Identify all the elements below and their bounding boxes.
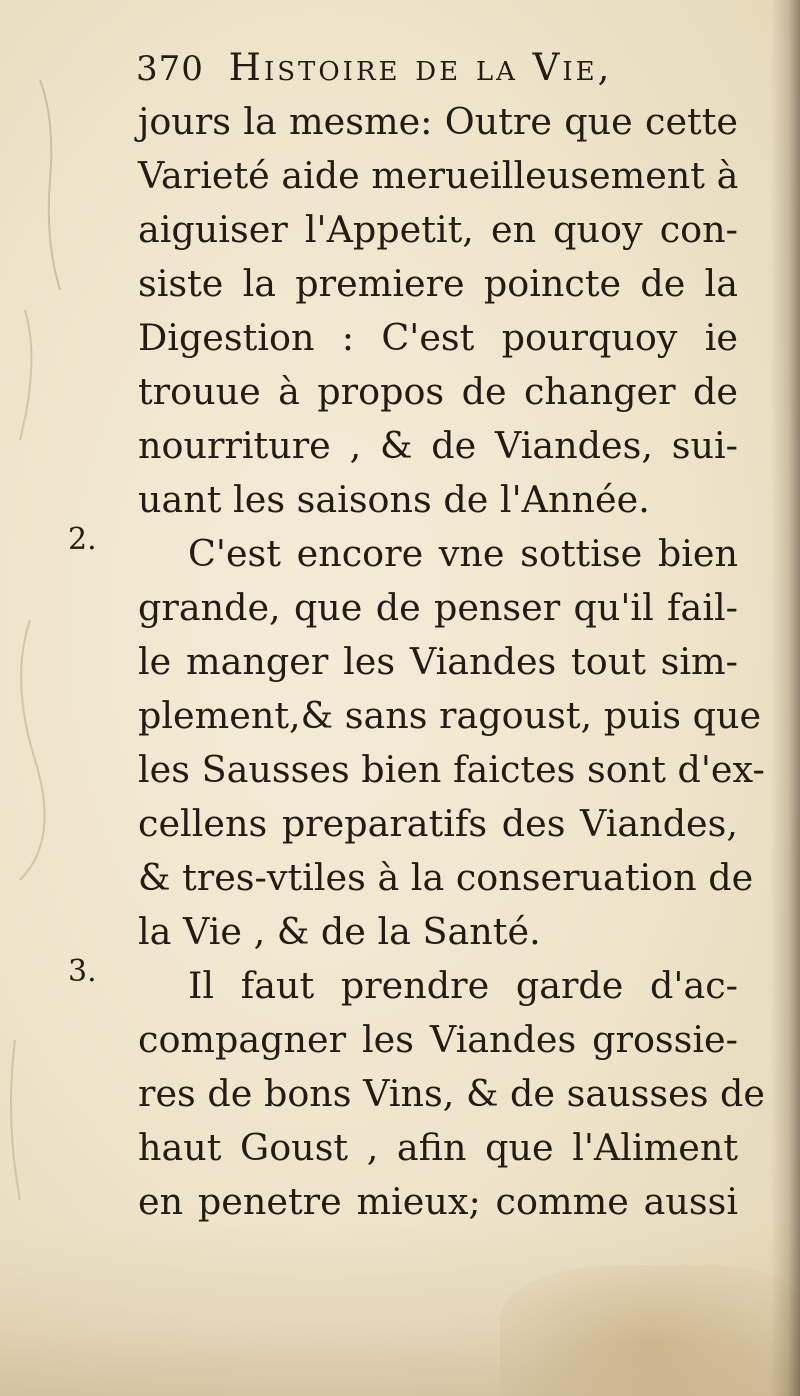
text-line: res de bons Vins, & de sausses de [138, 1072, 765, 1115]
text-line: aiguiser l'Appetit, en quoy con- [138, 208, 738, 251]
page-number: 370 [136, 49, 204, 89]
margin-number-3: 3. [68, 954, 97, 989]
text-line: cellens preparatifs des Viandes, [138, 802, 738, 845]
bleed-through-strokes [0, 60, 80, 1280]
text-line: nourriture , & de Viandes, sui- [138, 424, 738, 467]
text-line: le manger les Viandes tout sim- [138, 640, 738, 683]
text-line: jours la mesme: Outre que cette [138, 100, 738, 143]
text-line: trouue à propos de changer de [138, 370, 738, 413]
margin-number-2: 2. [68, 522, 97, 557]
running-title: Histoire de la Vie, [228, 46, 613, 89]
text-line: & tres-vtiles à la conseruation de [138, 856, 754, 899]
text-line: en penetre mieux; comme aussi [138, 1180, 738, 1223]
bleed-through-marks [0, 60, 80, 1280]
text-line: Varieté aide merueilleusement à [138, 154, 739, 197]
paragraph-3-first-line: Il faut prendre garde d'ac- [188, 964, 738, 1007]
text-line: siste la premiere poincte de la [138, 262, 738, 305]
text-line: haut Goust , afin que l'Aliment [138, 1126, 738, 1169]
paper-shading-bottom [0, 1226, 800, 1396]
text-line: Digestion : C'est pourquoy ie [138, 316, 738, 359]
text-line: compagner les Viandes grossie- [138, 1018, 738, 1061]
text-line: plement,& sans ragoust, puis que [138, 694, 762, 737]
text-line: les Sausses bien faictes sont d'ex- [138, 748, 765, 791]
text-line: uant les saisons de l'Année. [138, 478, 650, 521]
text-line: la Vie , & de la Santé. [138, 910, 541, 953]
page-edge-shadow [770, 0, 800, 1396]
body-text [138, 95, 765, 1229]
paragraph-2-first-line: C'est encore vne sottise bien [188, 532, 738, 575]
text-line: grande, que de penser qu'il fail- [138, 586, 738, 629]
page-header [136, 38, 776, 98]
